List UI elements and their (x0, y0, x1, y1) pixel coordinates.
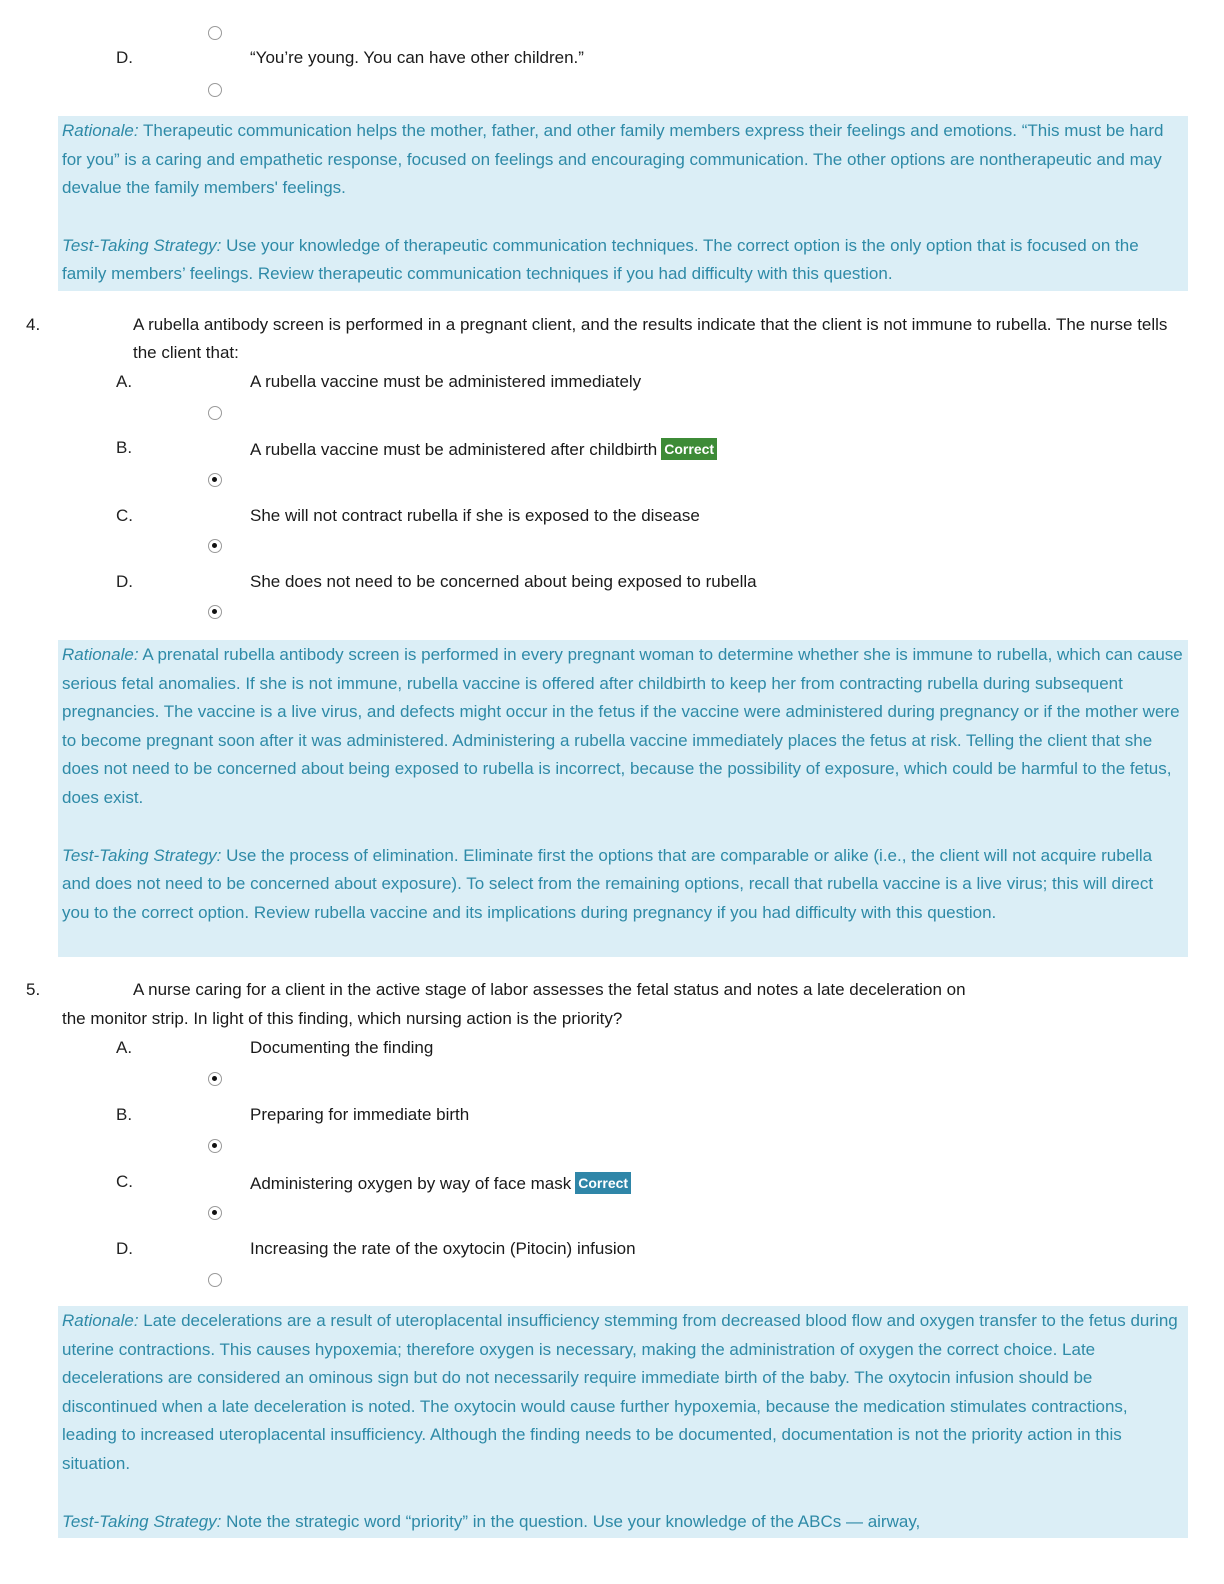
option-text: Administering oxygen by way of face mask (250, 1174, 572, 1193)
option-letter: B. (116, 438, 133, 457)
strategy-text: Use your knowledge of therapeutic communication techniques. The correct option is the only option that is focused on the family members’ feelings. Review therapeutic communication techniques if you had difficulty with this question. (62, 235, 1139, 284)
question-stem-line1: A nurse caring for a client in the active stage of labor assesses the fetal status and notes a late deceleration on (133, 980, 966, 999)
rationale-label: Rationale: (62, 645, 139, 664)
rationale-label: Rationale: (62, 1311, 139, 1330)
option-letter: A. (116, 1038, 133, 1057)
option-text: Preparing for immediate birth (250, 1105, 470, 1124)
option-text: Documenting the finding (250, 1038, 434, 1057)
option-letter: C. (116, 506, 133, 525)
radio-q5-b[interactable] (208, 1139, 222, 1153)
strategy-label: Test-Taking Strategy: (62, 1511, 222, 1531)
correct-badge: Correct (575, 1172, 631, 1194)
rationale-box-q4 (58, 640, 1188, 957)
question-stem: A rubella antibody screen is performed in a pregnant client, and the results indicate that the client is not immune to rubella. The nurse tells the client that: (133, 315, 1168, 362)
option-text: A rubella vaccine must be administered after childbirth (250, 440, 658, 459)
radio-q4-a[interactable] (208, 406, 222, 420)
option-text: Increasing the rate of the oxytocin (Pitocin) infusion (250, 1239, 636, 1258)
option-text: A rubella vaccine must be administered immediately (250, 372, 642, 391)
rationale-box-q5 (58, 1306, 1188, 1538)
option-letter: D. (116, 48, 133, 67)
question-number: 4. (26, 315, 41, 334)
rationale-box-q3 (58, 116, 1188, 291)
option-letter: A. (116, 372, 133, 391)
option-letter: B. (116, 1105, 133, 1124)
rationale-text: Late decelerations are a result of uteroplacental insufficiency stemming from decreased blood flow and oxygen transfer to the fetus during uterine contractions. This causes hypoxemia; therefore oxygen is necessary, making the administration of oxygen the correct choice. Late decelerations are considered an ominous sign but do not necessarily require immediate birth of the baby. The oxytocin infusion should be discontinued when a late deceleration is noted. The oxytocin would cause further hypoxemia, because the medication stimulates contractions, leading to increased uteroplacental insufficiency. Although the finding needs to be documented, documentation is not the priority action in this situation. (62, 1311, 1178, 1473)
radio-q4-c[interactable] (208, 539, 222, 553)
strategy-text: Note the strategic word “priority” in the question. Use your knowledge of the ABCs — airway, (221, 1511, 921, 1531)
question-number: 5. (26, 980, 41, 999)
rationale-text: A prenatal rubella antibody screen is performed in every pregnant woman to determine whether she is immune to rubella, which can cause serious fetal anomalies. If she is not immune, rubella vaccine is offered after childbirth to keep her from contracting rubella during subsequent pregnancies. The vaccine is a live virus, and defects might occur in the fetus if the vaccine were administered during pregnancy or if the mother were to become pregnant soon after it was administered. Administering a rubella vaccine immediately places the fetus at risk. Telling the client that she does not need to be concerned about being exposed to rubella is incorrect, because the possibility of exposure, which could be harmful to the fetus, does exist. (62, 645, 1183, 807)
radio-q5-c[interactable] (208, 1206, 222, 1220)
option-text: She does not need to be concerned about being exposed to rubella (250, 572, 757, 591)
strategy-label: Test-Taking Strategy: (62, 235, 222, 255)
radio-q4-d[interactable] (208, 605, 222, 619)
radio-q3-d[interactable] (208, 83, 222, 97)
option-text: She will not contract rubella if she is exposed to the disease (250, 506, 700, 525)
correct-badge: Correct (661, 438, 717, 460)
strategy-text: Use the process of elimination. Eliminate first the options that are comparable or alike (i.e., the client will not acquire rubella and does not need to be concerned about exposure). To select from the remaining options, recall that rubella vaccine is a live virus; this will direct you to the correct option. Review rubella vaccine and its implications during pregnancy if you had difficulty with this question. (62, 845, 1154, 922)
option-row-q5-c (250, 1172, 631, 1194)
option-text: “You’re young. You can have other children.” (250, 48, 584, 67)
radio-q4-b[interactable] (208, 473, 222, 487)
strategy-label: Test-Taking Strategy: (62, 845, 222, 865)
option-letter: D. (116, 572, 133, 591)
rationale-label: Rationale: (62, 121, 139, 140)
rationale-text: Therapeutic communication helps the mother, father, and other family members express their feelings and emotions. “This must be hard for you” is a caring and empathetic response, focused on feelings and encouraging communication. The other options are nontherapeutic and may devalue the family members' feelings. (62, 121, 1164, 198)
radio-q5-a[interactable] (208, 1072, 222, 1086)
option-letter: D. (116, 1239, 133, 1258)
radio-q3-c[interactable] (208, 26, 222, 40)
question-stem-line2: the monitor strip. In light of this finding, which nursing action is the priority? (62, 1009, 623, 1028)
option-row-q4-b (250, 438, 717, 460)
option-letter: C. (116, 1172, 133, 1191)
radio-q5-d[interactable] (208, 1273, 222, 1287)
